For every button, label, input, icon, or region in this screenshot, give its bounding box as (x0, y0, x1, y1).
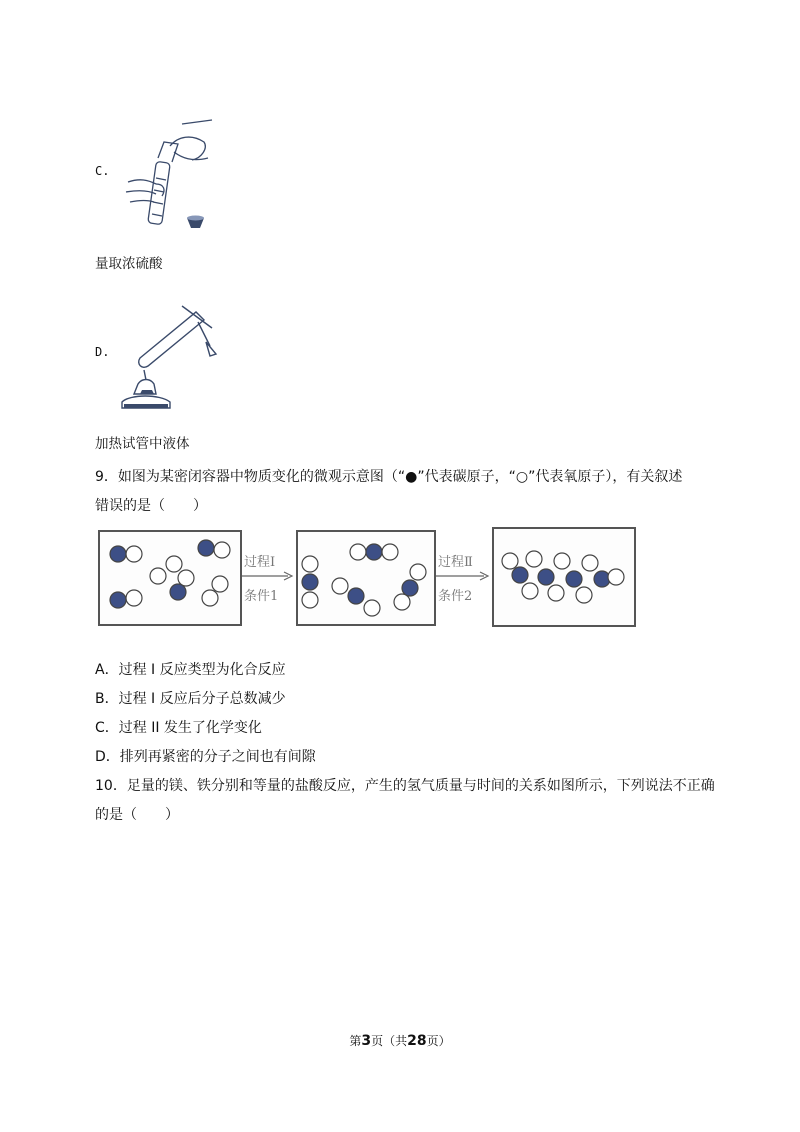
footer-middle: 页（共 (371, 1034, 408, 1048)
state-1-box (98, 530, 242, 626)
footer-total-pages: 28 (407, 1033, 427, 1049)
question-10-text-line2: 的是（ ） (95, 807, 179, 823)
state-3-box (492, 527, 636, 627)
arrow-process-2 (434, 537, 490, 619)
arrow-2-icon (434, 571, 490, 581)
heat-test-tube-illustration (112, 298, 224, 416)
option-c-caption: 量取浓硫酸 (95, 256, 163, 272)
process-2-label: 过程Ⅱ (438, 555, 473, 570)
footer-page-number: 3 (361, 1033, 372, 1049)
option-c-label: C. (95, 164, 110, 178)
arrow-1-icon (240, 571, 294, 581)
question-9-option-b: B．过程 Ⅰ 反应后分子总数减少 (95, 691, 286, 707)
molecule-diagram (98, 527, 648, 627)
option-d-label: D. (95, 345, 110, 359)
question-10-text-line1: 10．足量的镁、铁分别和等量的盐酸反应，产生的氢气质量与时间的关系如图所示，下列说法不正确 (95, 778, 715, 794)
state-3-molecules (494, 529, 634, 625)
footer-suffix: 页） (426, 1034, 451, 1048)
measure-acid-illustration (112, 118, 222, 234)
footer-prefix: 第 (349, 1034, 362, 1048)
option-d-caption: 加热试管中液体 (95, 436, 190, 452)
process-1-label: 过程Ⅰ (244, 555, 276, 570)
page-footer (0, 1032, 800, 1049)
question-9-option-d: D．排列再紧密的分子之间也有间隙 (95, 749, 316, 765)
state-2-box (296, 530, 436, 626)
question-9-option-c: C．过程 ⅠⅠ 发生了化学变化 (95, 720, 262, 736)
arrow-process-1 (240, 537, 294, 619)
state-1-molecules (100, 532, 240, 624)
question-9-text-line1: 9．如图为某密闭容器中物质变化的微观示意图（“●”代表碳原子，“○”代表氧原子），有关叙述 (95, 469, 683, 485)
condition-1-label: 条件1 (244, 589, 279, 604)
question-9-text-line2: 错误的是（ ） (95, 498, 207, 514)
question-9-option-a: A．过程 Ⅰ 反应类型为化合反应 (95, 662, 286, 678)
state-2-molecules (298, 532, 434, 624)
condition-2-label: 条件2 (438, 589, 473, 604)
